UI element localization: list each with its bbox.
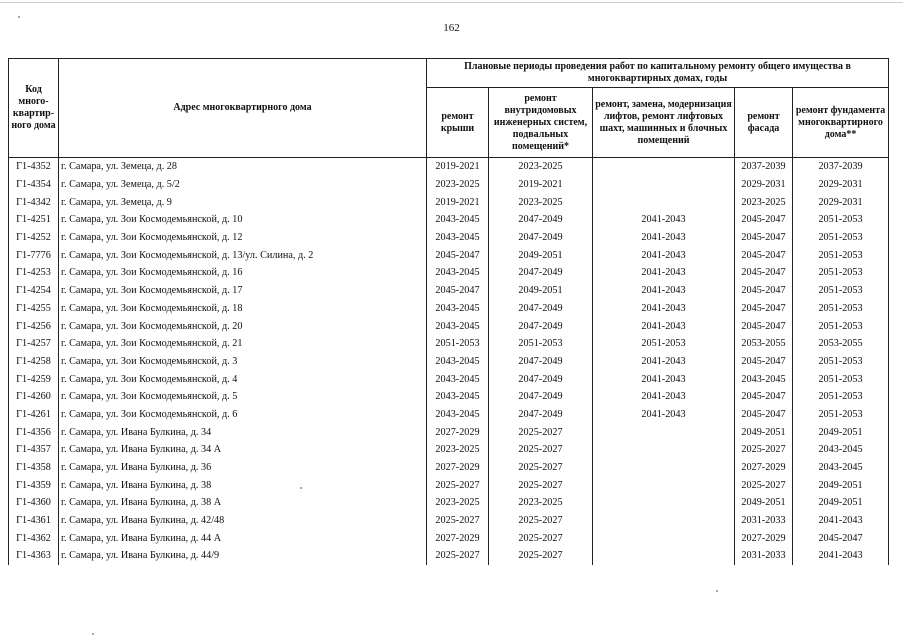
table-row bbox=[9, 229, 889, 247]
header-facade: ремонт фасада bbox=[735, 88, 793, 158]
cell-foundation-period: 2051-2053 bbox=[793, 388, 889, 406]
cell-facade-period: 2045-2047 bbox=[735, 317, 793, 335]
cell-foundation-period: 2043-2045 bbox=[793, 441, 889, 459]
cell-facade-period: 2049-2051 bbox=[735, 423, 793, 441]
table-row bbox=[9, 282, 889, 300]
cell-facade-period: 2049-2051 bbox=[735, 494, 793, 512]
cell-lifts-period bbox=[593, 547, 735, 565]
cell-address: г. Самара, ул. Земеца, д. 5/2 bbox=[59, 176, 427, 194]
page-number: 162 bbox=[443, 22, 460, 34]
cell-facade-period: 2023-2025 bbox=[735, 193, 793, 211]
cell-roof-period: 2027-2029 bbox=[427, 423, 489, 441]
cell-lifts-period: 2041-2043 bbox=[593, 370, 735, 388]
cell-code: Г1-4255 bbox=[9, 300, 59, 318]
header-address: Адрес многоквартирного дома bbox=[59, 59, 427, 158]
scan-speck bbox=[300, 487, 302, 489]
cell-foundation-period: 2051-2053 bbox=[793, 300, 889, 318]
cell-foundation-period: 2041-2043 bbox=[793, 512, 889, 530]
cell-foundation-period: 2029-2031 bbox=[793, 193, 889, 211]
table-row bbox=[9, 547, 889, 565]
cell-engineering-period: 2023-2025 bbox=[489, 193, 593, 211]
table-row bbox=[9, 176, 889, 194]
cell-roof-period: 2045-2047 bbox=[427, 282, 489, 300]
table-row bbox=[9, 476, 889, 494]
cell-address: г. Самара, ул. Зои Космодемьянской, д. 16 bbox=[59, 264, 427, 282]
cell-foundation-period: 2051-2053 bbox=[793, 211, 889, 229]
cell-address: г. Самара, ул. Ивана Булкина, д. 44 А bbox=[59, 529, 427, 547]
cell-foundation-period: 2049-2051 bbox=[793, 494, 889, 512]
cell-engineering-period: 2047-2049 bbox=[489, 370, 593, 388]
cell-roof-period: 2023-2025 bbox=[427, 494, 489, 512]
cell-roof-period: 2019-2021 bbox=[427, 193, 489, 211]
cell-engineering-period: 2025-2027 bbox=[489, 512, 593, 530]
cell-roof-period: 2023-2025 bbox=[427, 441, 489, 459]
table-body bbox=[9, 158, 889, 565]
cell-address: г. Самара, ул. Зои Космодемьянской, д. 6 bbox=[59, 406, 427, 424]
cell-engineering-period: 2047-2049 bbox=[489, 264, 593, 282]
table-row bbox=[9, 335, 889, 353]
cell-facade-period: 2045-2047 bbox=[735, 264, 793, 282]
scan-speck bbox=[18, 16, 20, 18]
cell-address: г. Самара, ул. Земеца, д. 28 bbox=[59, 158, 427, 176]
cell-address: г. Самара, ул. Ивана Булкина, д. 42/48 bbox=[59, 512, 427, 530]
cell-engineering-period: 2025-2027 bbox=[489, 441, 593, 459]
cell-facade-period: 2053-2055 bbox=[735, 335, 793, 353]
cell-address: г. Самара, ул. Зои Космодемьянской, д. 17 bbox=[59, 282, 427, 300]
cell-roof-period: 2043-2045 bbox=[427, 300, 489, 318]
cell-roof-period: 2025-2027 bbox=[427, 476, 489, 494]
page-top-rule bbox=[0, 2, 903, 3]
cell-lifts-period bbox=[593, 423, 735, 441]
cell-lifts-period: 2041-2043 bbox=[593, 353, 735, 371]
cell-roof-period: 2043-2045 bbox=[427, 353, 489, 371]
cell-address: г. Самара, ул. Зои Космодемьянской, д. 10 bbox=[59, 211, 427, 229]
cell-facade-period: 2045-2047 bbox=[735, 353, 793, 371]
cell-facade-period: 2045-2047 bbox=[735, 229, 793, 247]
cell-facade-period: 2027-2029 bbox=[735, 459, 793, 477]
cell-engineering-period: 2047-2049 bbox=[489, 353, 593, 371]
cell-code: Г1-4362 bbox=[9, 529, 59, 547]
header-roof: ремонт крыши bbox=[427, 88, 489, 158]
cell-code: Г1-4361 bbox=[9, 512, 59, 530]
cell-roof-period: 2027-2029 bbox=[427, 459, 489, 477]
cell-lifts-period bbox=[593, 494, 735, 512]
cell-roof-period: 2043-2045 bbox=[427, 370, 489, 388]
cell-code: Г1-4356 bbox=[9, 423, 59, 441]
cell-address: г. Самара, ул. Зои Космодемьянской, д. 21 bbox=[59, 335, 427, 353]
cell-engineering-period: 2049-2051 bbox=[489, 282, 593, 300]
cell-engineering-period: 2051-2053 bbox=[489, 335, 593, 353]
cell-code: Г1-4352 bbox=[9, 158, 59, 176]
cell-code: Г1-4254 bbox=[9, 282, 59, 300]
cell-engineering-period: 2047-2049 bbox=[489, 406, 593, 424]
cell-lifts-period bbox=[593, 459, 735, 477]
cell-roof-period: 2045-2047 bbox=[427, 246, 489, 264]
cell-roof-period: 2025-2027 bbox=[427, 512, 489, 530]
cell-foundation-period: 2051-2053 bbox=[793, 264, 889, 282]
cell-address: г. Самара, ул. Ивана Булкина, д. 34 А bbox=[59, 441, 427, 459]
table-row bbox=[9, 388, 889, 406]
cell-foundation-period: 2051-2053 bbox=[793, 317, 889, 335]
cell-roof-period: 2023-2025 bbox=[427, 176, 489, 194]
table-row bbox=[9, 441, 889, 459]
cell-engineering-period: 2025-2027 bbox=[489, 476, 593, 494]
header-lifts: ремонт, замена, модернизация лифтов, ремонт лифтовых шахт, машинных и блочных помещений bbox=[593, 88, 735, 158]
cell-engineering-period: 2047-2049 bbox=[489, 388, 593, 406]
table-row bbox=[9, 529, 889, 547]
cell-foundation-period: 2051-2053 bbox=[793, 370, 889, 388]
table-row bbox=[9, 406, 889, 424]
cell-address: г. Самара, ул. Ивана Булкина, д. 38 bbox=[59, 476, 427, 494]
cell-foundation-period: 2051-2053 bbox=[793, 406, 889, 424]
cell-facade-period: 2043-2045 bbox=[735, 370, 793, 388]
cell-lifts-period: 2051-2053 bbox=[593, 335, 735, 353]
cell-facade-period: 2025-2027 bbox=[735, 476, 793, 494]
cell-address: г. Самара, ул. Ивана Булкина, д. 44/9 bbox=[59, 547, 427, 565]
cell-lifts-period: 2041-2043 bbox=[593, 300, 735, 318]
cell-foundation-period: 2041-2043 bbox=[793, 547, 889, 565]
capital-repair-schedule-table bbox=[8, 58, 889, 565]
cell-lifts-period bbox=[593, 512, 735, 530]
table-row bbox=[9, 193, 889, 211]
table-row bbox=[9, 211, 889, 229]
table-row bbox=[9, 423, 889, 441]
cell-lifts-period bbox=[593, 176, 735, 194]
cell-lifts-period: 2041-2043 bbox=[593, 264, 735, 282]
cell-lifts-period bbox=[593, 476, 735, 494]
cell-code: Г1-4259 bbox=[9, 370, 59, 388]
cell-code: Г1-4252 bbox=[9, 229, 59, 247]
cell-engineering-period: 2047-2049 bbox=[489, 211, 593, 229]
cell-roof-period: 2043-2045 bbox=[427, 264, 489, 282]
cell-address: г. Самара, ул. Зои Космодемьянской, д. 12 bbox=[59, 229, 427, 247]
cell-roof-period: 2043-2045 bbox=[427, 406, 489, 424]
cell-lifts-period: 2041-2043 bbox=[593, 317, 735, 335]
cell-lifts-period: 2041-2043 bbox=[593, 246, 735, 264]
cell-address: г. Самара, ул. Зои Космодемьянской, д. 4 bbox=[59, 370, 427, 388]
cell-facade-period: 2031-2033 bbox=[735, 512, 793, 530]
cell-code: Г1-4261 bbox=[9, 406, 59, 424]
cell-facade-period: 2027-2029 bbox=[735, 529, 793, 547]
cell-address: г. Самара, ул. Ивана Булкина, д. 36 bbox=[59, 459, 427, 477]
cell-lifts-period bbox=[593, 193, 735, 211]
cell-code: Г1-4357 bbox=[9, 441, 59, 459]
cell-engineering-period: 2025-2027 bbox=[489, 529, 593, 547]
cell-foundation-period: 2029-2031 bbox=[793, 176, 889, 194]
cell-roof-period: 2043-2045 bbox=[427, 229, 489, 247]
cell-address: г. Самара, ул. Зои Космодемьянской, д. 13/ул. Силина, д. 2 bbox=[59, 246, 427, 264]
cell-facade-period: 2045-2047 bbox=[735, 282, 793, 300]
cell-engineering-period: 2047-2049 bbox=[489, 300, 593, 318]
cell-foundation-period: 2053-2055 bbox=[793, 335, 889, 353]
cell-address: г. Самара, ул. Ивана Булкина, д. 38 А bbox=[59, 494, 427, 512]
cell-code: Г1-4253 bbox=[9, 264, 59, 282]
cell-engineering-period: 2025-2027 bbox=[489, 547, 593, 565]
table-row bbox=[9, 317, 889, 335]
cell-code: Г1-4342 bbox=[9, 193, 59, 211]
cell-lifts-period: 2041-2043 bbox=[593, 406, 735, 424]
header-code: Код много-квартир-ного дома bbox=[9, 59, 59, 158]
cell-facade-period: 2025-2027 bbox=[735, 441, 793, 459]
cell-lifts-period bbox=[593, 441, 735, 459]
cell-address: г. Самара, ул. Зои Космодемьянской, д. 18 bbox=[59, 300, 427, 318]
cell-engineering-period: 2019-2021 bbox=[489, 176, 593, 194]
cell-engineering-period: 2025-2027 bbox=[489, 423, 593, 441]
cell-roof-period: 2043-2045 bbox=[427, 388, 489, 406]
cell-engineering-period: 2025-2027 bbox=[489, 459, 593, 477]
cell-address: г. Самара, ул. Зои Космодемьянской, д. 5 bbox=[59, 388, 427, 406]
cell-lifts-period: 2041-2043 bbox=[593, 388, 735, 406]
cell-roof-period: 2027-2029 bbox=[427, 529, 489, 547]
cell-code: Г1-4257 bbox=[9, 335, 59, 353]
header-engineering: ремонт внутридомовых инженерных систем, подвальных помещений* bbox=[489, 88, 593, 158]
cell-foundation-period: 2051-2053 bbox=[793, 246, 889, 264]
cell-foundation-period: 2049-2051 bbox=[793, 476, 889, 494]
table-row bbox=[9, 264, 889, 282]
cell-foundation-period: 2051-2053 bbox=[793, 353, 889, 371]
header-foundation: ремонт фундамента многоквартирного дома** bbox=[793, 88, 889, 158]
cell-address: г. Самара, ул. Зои Космодемьянской, д. 20 bbox=[59, 317, 427, 335]
cell-engineering-period: 2023-2025 bbox=[489, 494, 593, 512]
header-row-group bbox=[9, 59, 889, 88]
cell-roof-period: 2019-2021 bbox=[427, 158, 489, 176]
table-row bbox=[9, 158, 889, 176]
cell-facade-period: 2031-2033 bbox=[735, 547, 793, 565]
cell-roof-period: 2043-2045 bbox=[427, 211, 489, 229]
scan-speck bbox=[716, 590, 718, 592]
cell-code: Г1-4354 bbox=[9, 176, 59, 194]
cell-code: Г1-4363 bbox=[9, 547, 59, 565]
table-row bbox=[9, 494, 889, 512]
cell-code: Г1-4256 bbox=[9, 317, 59, 335]
cell-code: Г1-4358 bbox=[9, 459, 59, 477]
cell-code: Г1-4260 bbox=[9, 388, 59, 406]
cell-facade-period: 2029-2031 bbox=[735, 176, 793, 194]
table-row bbox=[9, 459, 889, 477]
cell-code: Г1-4359 bbox=[9, 476, 59, 494]
cell-engineering-period: 2047-2049 bbox=[489, 317, 593, 335]
table-row bbox=[9, 300, 889, 318]
table-row bbox=[9, 246, 889, 264]
cell-facade-period: 2045-2047 bbox=[735, 211, 793, 229]
cell-lifts-period: 2041-2043 bbox=[593, 211, 735, 229]
cell-roof-period: 2025-2027 bbox=[427, 547, 489, 565]
table-row bbox=[9, 370, 889, 388]
table-row bbox=[9, 353, 889, 371]
cell-address: г. Самара, ул. Земеца, д. 9 bbox=[59, 193, 427, 211]
cell-address: г. Самара, ул. Ивана Булкина, д. 34 bbox=[59, 423, 427, 441]
cell-facade-period: 2037-2039 bbox=[735, 158, 793, 176]
cell-foundation-period: 2045-2047 bbox=[793, 529, 889, 547]
cell-foundation-period: 2043-2045 bbox=[793, 459, 889, 477]
cell-facade-period: 2045-2047 bbox=[735, 246, 793, 264]
cell-foundation-period: 2051-2053 bbox=[793, 229, 889, 247]
cell-lifts-period bbox=[593, 529, 735, 547]
cell-code: Г1-4360 bbox=[9, 494, 59, 512]
cell-foundation-period: 2051-2053 bbox=[793, 282, 889, 300]
cell-code: Г1-4251 bbox=[9, 211, 59, 229]
cell-roof-period: 2043-2045 bbox=[427, 317, 489, 335]
cell-foundation-period: 2037-2039 bbox=[793, 158, 889, 176]
header-periods-group: Плановые периоды проведения работ по капитальному ремонту общего имущества в многоквартирных домах, годы bbox=[427, 59, 889, 88]
cell-engineering-period: 2023-2025 bbox=[489, 158, 593, 176]
cell-foundation-period: 2049-2051 bbox=[793, 423, 889, 441]
cell-facade-period: 2045-2047 bbox=[735, 406, 793, 424]
cell-facade-period: 2045-2047 bbox=[735, 300, 793, 318]
cell-engineering-period: 2047-2049 bbox=[489, 229, 593, 247]
cell-address: г. Самара, ул. Зои Космодемьянской, д. 3 bbox=[59, 353, 427, 371]
cell-code: Г1-4258 bbox=[9, 353, 59, 371]
cell-lifts-period: 2041-2043 bbox=[593, 282, 735, 300]
cell-lifts-period: 2041-2043 bbox=[593, 229, 735, 247]
cell-facade-period: 2045-2047 bbox=[735, 388, 793, 406]
cell-lifts-period bbox=[593, 158, 735, 176]
cell-code: Г1-7776 bbox=[9, 246, 59, 264]
table-row bbox=[9, 512, 889, 530]
scan-speck bbox=[92, 633, 94, 635]
cell-roof-period: 2051-2053 bbox=[427, 335, 489, 353]
cell-engineering-period: 2049-2051 bbox=[489, 246, 593, 264]
